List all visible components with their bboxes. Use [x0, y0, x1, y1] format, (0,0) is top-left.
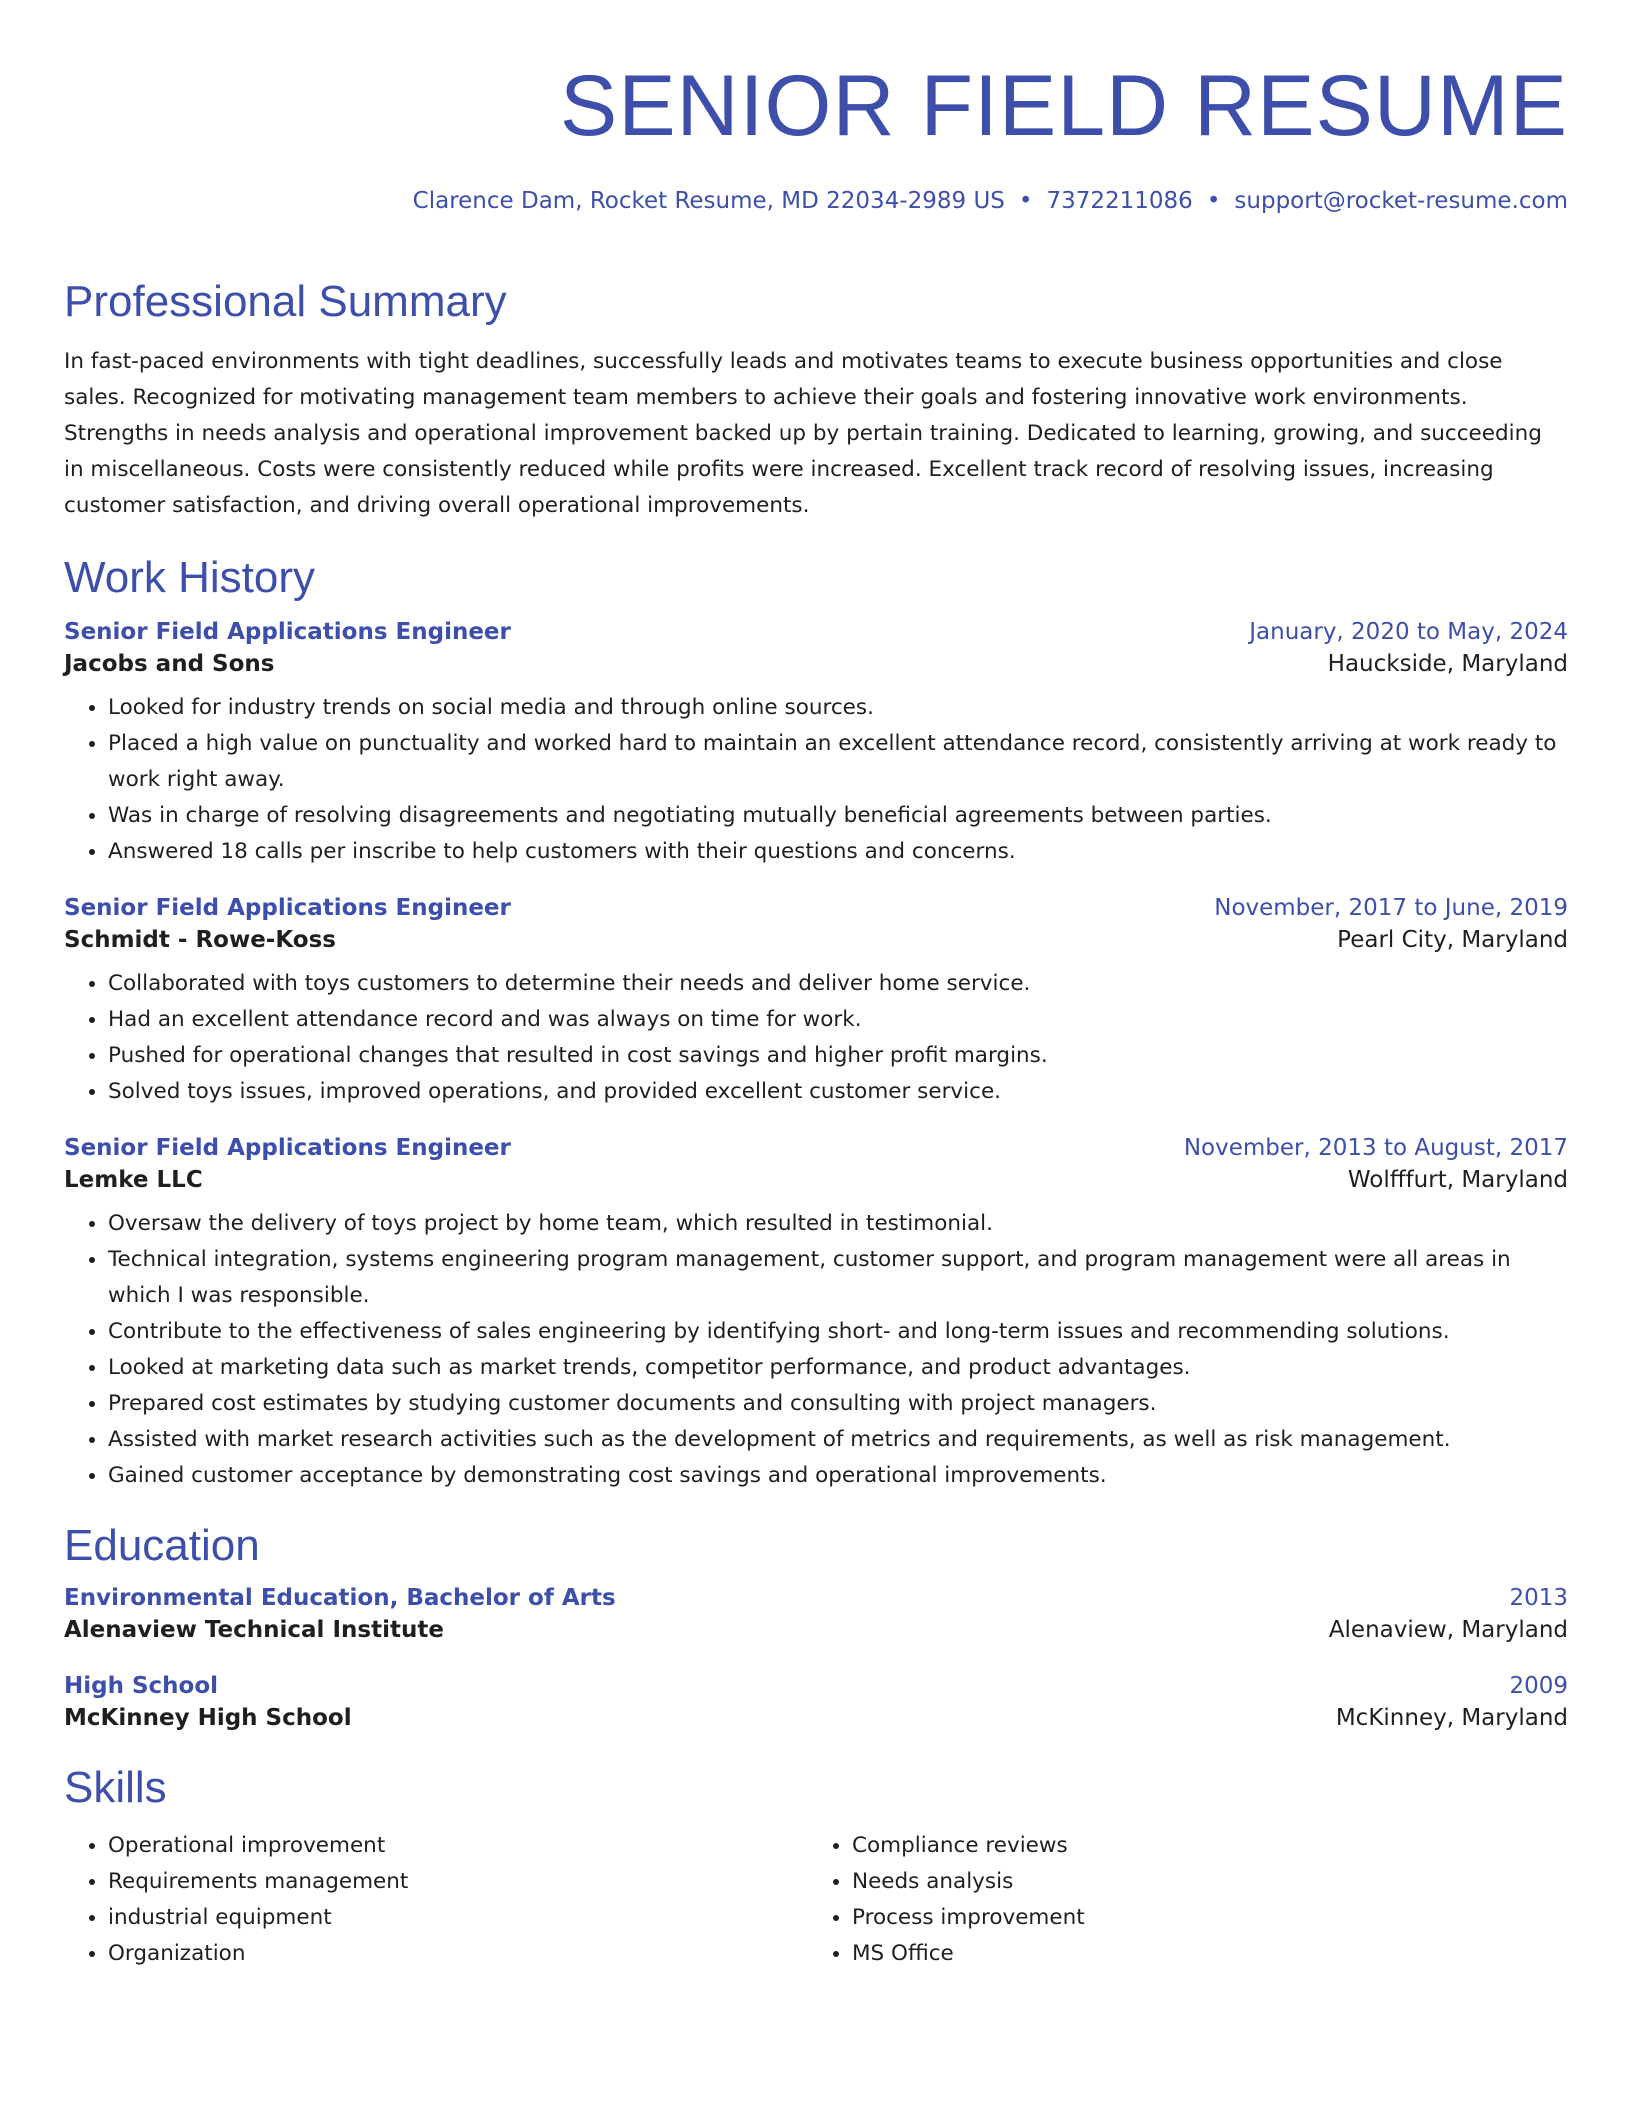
job-entry	[64, 892, 1568, 1110]
job-dates: November, 2017 to June, 2019	[1214, 895, 1568, 921]
contact-separator: •	[1206, 188, 1221, 214]
contact-line	[64, 186, 1568, 216]
job-location: Wolfffurt, Maryland	[1347, 1167, 1568, 1193]
skill-item: • Process improvement	[852, 1900, 1552, 1936]
job-entry	[64, 1132, 1568, 1494]
job-bullet: • Solved toys issues, improved operations, and provided excellent customer service.	[108, 1074, 1568, 1110]
contact-email: support@rocket-resume.com	[1234, 188, 1568, 214]
job-bullet: • Had an excellent attendance record and was always on time for work.	[108, 1002, 1568, 1038]
skill-item: • MS Office	[852, 1936, 1552, 1972]
job-location: Hauckside, Maryland	[1327, 651, 1568, 677]
job-bullet: • Assisted with market research activities such as the development of metrics and requirements, as well as risk management.	[108, 1422, 1568, 1458]
education-school: McKinney High School	[64, 1705, 352, 1731]
job-bullet: • Placed a high value on punctuality and worked hard to maintain an excellent attendance record, consistently arriving at work ready to work right away.	[108, 726, 1568, 798]
job-company-row	[64, 648, 1568, 680]
education-year: 2013	[1509, 1585, 1568, 1611]
job-title: Senior Field Applications Engineer	[64, 619, 511, 645]
job-bullet: • Oversaw the delivery of toys project by home team, which resulted in testimonial.	[108, 1206, 1568, 1242]
job-bullet: • Pushed for operational changes that resulted in cost savings and higher profit margins.	[108, 1038, 1568, 1074]
job-bullet: • Collaborated with toys customers to determine their needs and deliver home service.	[108, 966, 1568, 1002]
work-history-heading: Work History	[64, 553, 315, 602]
education-header-row	[64, 1670, 1568, 1702]
job-bullet: • Gained customer acceptance by demonstrating cost savings and operational improvements.	[108, 1458, 1568, 1494]
contact-phone: 7372211086	[1046, 188, 1193, 214]
job-bullet: • Looked at marketing data such as market trends, competitor performance, and product advantages.	[108, 1350, 1568, 1386]
skills-list-left	[64, 1828, 808, 1972]
job-dates: January, 2020 to May, 2024	[1249, 619, 1568, 645]
job-company-row	[64, 1164, 1568, 1196]
job-header-row	[64, 1132, 1568, 1164]
education-year: 2009	[1509, 1673, 1568, 1699]
job-title: Senior Field Applications Engineer	[64, 1135, 511, 1161]
skill-item: • Operational improvement	[108, 1828, 808, 1864]
resume-page	[64, 0, 1568, 1972]
job-bullets	[64, 966, 1568, 1110]
skill-item: • Needs analysis	[852, 1864, 1552, 1900]
job-company-row	[64, 924, 1568, 956]
job-location: Pearl City, Maryland	[1337, 927, 1568, 953]
job-company: Lemke LLC	[64, 1167, 203, 1193]
job-title: Senior Field Applications Engineer	[64, 895, 511, 921]
skills-list-right	[808, 1828, 1552, 1972]
summary-heading: Professional Summary	[64, 277, 507, 326]
education-location: Alenaview, Maryland	[1328, 1617, 1568, 1643]
job-header-row	[64, 616, 1568, 648]
skill-item: • industrial equipment	[108, 1900, 808, 1936]
contact-separator: •	[1018, 188, 1033, 214]
skill-item: • Requirements management	[108, 1864, 808, 1900]
job-company: Schmidt - Rowe-Koss	[64, 927, 336, 953]
education-entry	[64, 1670, 1568, 1734]
skills-heading: Skills	[64, 1763, 167, 1812]
skills-columns	[64, 1828, 1568, 1972]
education-entry	[64, 1582, 1568, 1646]
job-bullet: • Was in charge of resolving disagreements and negotiating mutually beneficial agreements between parties.	[108, 798, 1568, 834]
education-location: McKinney, Maryland	[1335, 1705, 1568, 1731]
job-entry	[64, 616, 1568, 870]
job-bullet: • Prepared cost estimates by studying customer documents and consulting with project managers.	[108, 1386, 1568, 1422]
job-company: Jacobs and Sons	[64, 651, 275, 677]
education-school-row	[64, 1702, 1568, 1734]
job-bullet: • Looked for industry trends on social media and through online sources.	[108, 690, 1568, 726]
resume-header	[64, 56, 1568, 216]
education-school-row	[64, 1614, 1568, 1646]
job-bullet: • Contribute to the effectiveness of sales engineering by identifying short- and long-term issues and recommending solutions.	[108, 1314, 1568, 1350]
contact-address: Clarence Dam, Rocket Resume, MD 22034-2989 US	[412, 188, 1005, 214]
resume-title: SENIOR FIELD RESUME	[559, 58, 1568, 154]
education-school: Alenaview Technical Institute	[64, 1617, 444, 1643]
education-degree: High School	[64, 1673, 219, 1699]
job-bullets	[64, 1206, 1568, 1494]
education-header-row	[64, 1582, 1568, 1614]
job-bullets	[64, 690, 1568, 870]
summary-text: In fast-paced environments with tight deadlines, successfully leads and motivates teams to execute business opportunities and close sales. Recognized for motivating management team members to achieve their goals and fostering innovative work environments. Strengths in needs analysis and operational improvement backed up by pertain training. Dedicated to learning, growing, and succeeding in miscellaneous. Costs were consistently reduced while profits were increased. Excellent track record of resolving issues, increasing customer satisfaction, and driving overall operational improvements.	[64, 349, 1542, 518]
job-bullet: • Technical integration, systems engineering program management, customer support, and program management were all areas in which I was responsible.	[108, 1242, 1568, 1314]
education-degree: Environmental Education, Bachelor of Arts	[64, 1585, 616, 1611]
job-dates: November, 2013 to August, 2017	[1183, 1135, 1568, 1161]
job-header-row	[64, 892, 1568, 924]
job-bullet: • Answered 18 calls per inscribe to help customers with their questions and concerns.	[108, 834, 1568, 870]
education-heading: Education	[64, 1521, 260, 1570]
skill-item: • Compliance reviews	[852, 1828, 1552, 1864]
skill-item: • Organization	[108, 1936, 808, 1972]
